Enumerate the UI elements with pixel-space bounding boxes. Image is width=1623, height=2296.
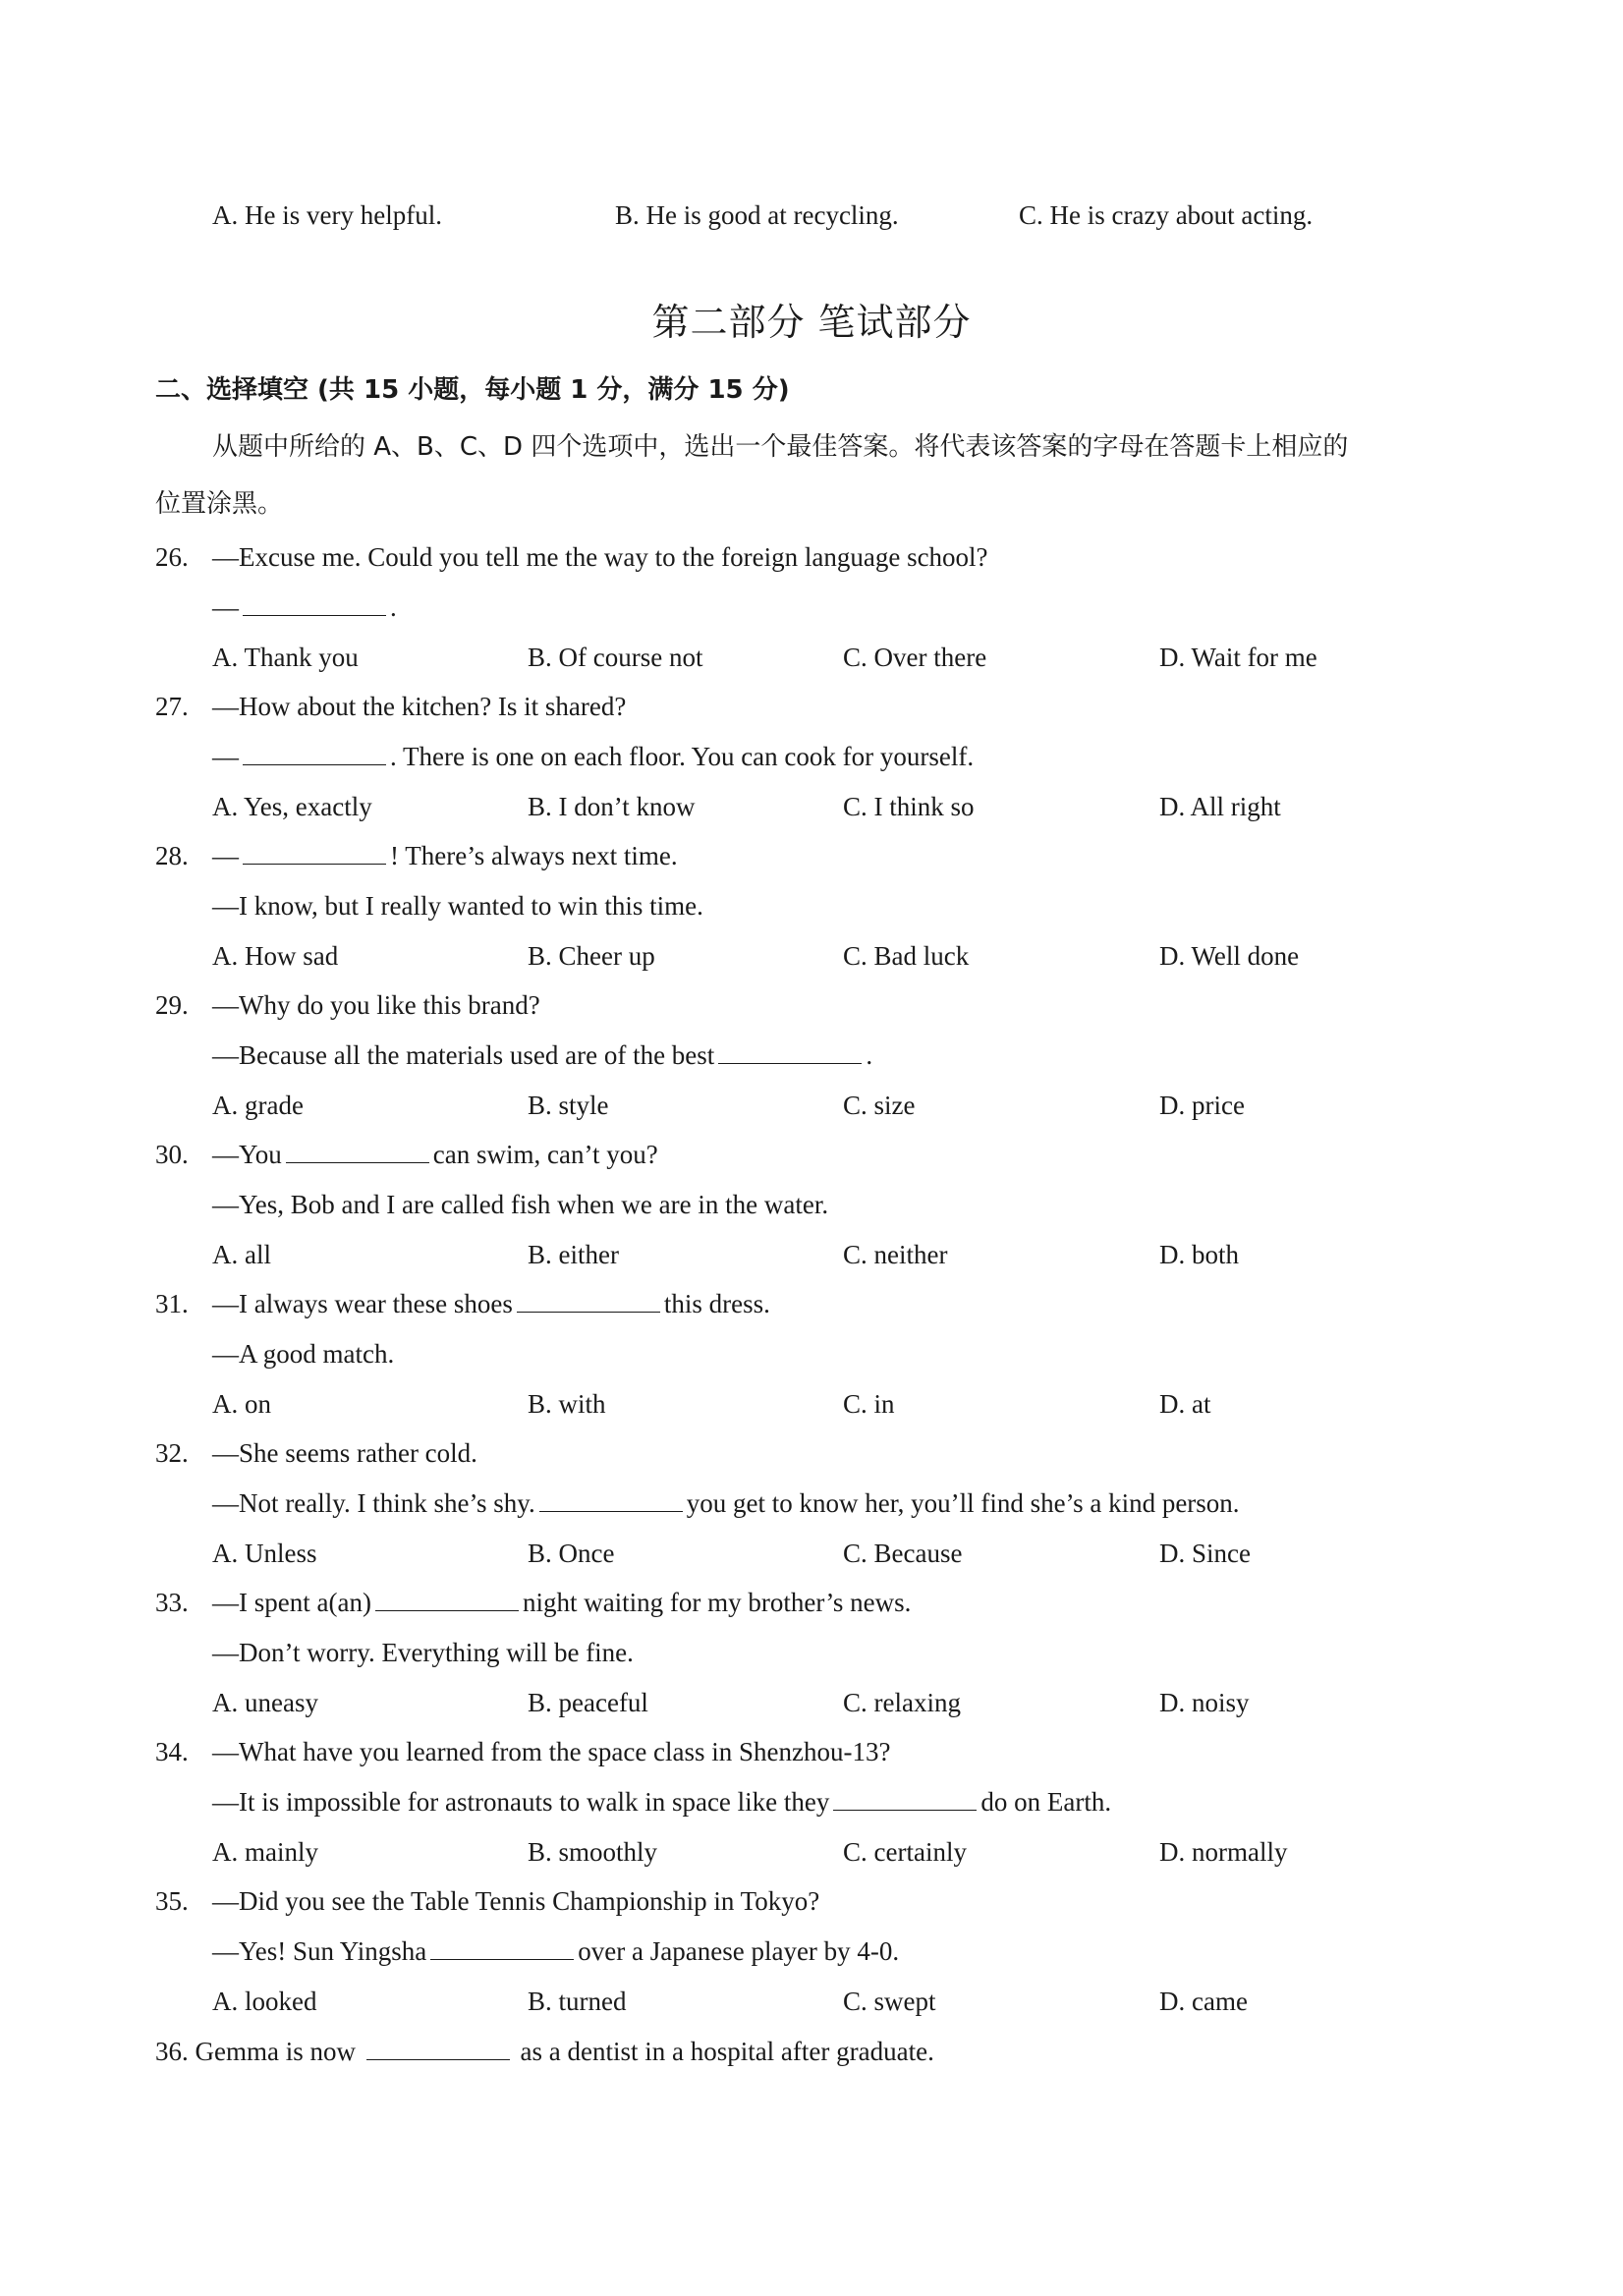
question-text-after: . [390, 592, 397, 622]
question-text-after: night waiting for my brother’s news. [522, 1588, 912, 1617]
question-number: 28. [155, 841, 189, 870]
option-a[interactable]: A. mainly [212, 1837, 318, 1867]
answer-blank[interactable] [243, 735, 386, 765]
option-b[interactable]: B. with [528, 1389, 606, 1419]
question-text: —Did you see the Table Tennis Championship in Tokyo? [212, 1886, 820, 1916]
option-c[interactable]: C. Because [843, 1539, 963, 1568]
option-a[interactable]: A. uneasy [212, 1688, 318, 1717]
previous-question-options [0, 191, 1623, 240]
option-c[interactable]: C. Bad luck [843, 941, 970, 971]
question-text-after: . There is one on each floor. You can cook for yourself. [390, 742, 975, 771]
prev-option-c: C. He is crazy about acting. [1019, 200, 1314, 230]
option-d[interactable]: D. Wait for me [1159, 643, 1317, 672]
question-text: —Because all the materials used are of the best [212, 1040, 715, 1070]
question-text: —Excuse me. Could you tell me the way to the foreign language school? [212, 542, 988, 572]
option-row [0, 1081, 1623, 1130]
option-row [0, 1230, 1623, 1279]
question-text-after: you get to know her, you’ll find she’s a kind person. [686, 1488, 1240, 1518]
option-a[interactable]: A. Yes, exactly [212, 792, 372, 821]
option-b[interactable]: B. turned [528, 1987, 627, 2016]
prev-option-b: B. He is good at recycling. [615, 200, 899, 230]
section-heading-row [0, 365, 1623, 415]
answer-blank[interactable] [833, 1780, 977, 1811]
question-number: 29. [155, 990, 189, 1020]
option-row [0, 931, 1623, 980]
question-text: — [212, 742, 239, 771]
question-text: —I always wear these shoes [212, 1289, 513, 1318]
question-text: —She seems rather cold. [212, 1438, 477, 1468]
instruction-line-1: 从题中所给的 A、B、C、D 四个选项中，选出一个最佳答案。将代表该答案的字母在答题卡上相应的 [212, 432, 1349, 462]
question-number: 30. [155, 1140, 189, 1169]
instruction-row-1 [0, 422, 1623, 472]
question-number: 26. [155, 542, 189, 572]
instruction-row-2 [0, 479, 1623, 529]
question-number: 33. [155, 1588, 189, 1617]
option-d[interactable]: D. at [1159, 1389, 1211, 1419]
option-a[interactable]: A. all [212, 1240, 271, 1269]
option-b[interactable]: B. peaceful [528, 1688, 648, 1717]
option-row [0, 633, 1623, 682]
option-d[interactable]: D. both [1159, 1240, 1239, 1269]
option-row [0, 1827, 1623, 1876]
question-text: —Not really. I think she’s shy. [212, 1488, 535, 1518]
option-row [0, 782, 1623, 831]
answer-blank[interactable] [718, 1034, 862, 1064]
option-a[interactable]: A. looked [212, 1987, 317, 2016]
answer-blank[interactable] [243, 586, 386, 616]
option-c[interactable]: C. Over there [843, 643, 987, 672]
question-text: —I spent a(an) [212, 1588, 371, 1617]
question-number: 34. [155, 1737, 189, 1766]
answer-blank[interactable] [375, 1581, 519, 1611]
question-text-after: as a dentist in a hospital after graduate. [520, 2037, 934, 2066]
question-text: — [212, 841, 239, 870]
option-d[interactable]: D. All right [1159, 792, 1281, 821]
question-text: —What have you learned from the space class in Shenzhou-13? [212, 1737, 891, 1766]
option-a[interactable]: A. grade [212, 1091, 304, 1120]
question-text: —Yes, Bob and I are called fish when we are in the water. [212, 1190, 829, 1219]
option-d[interactable]: D. price [1159, 1091, 1245, 1120]
answer-blank[interactable] [243, 834, 386, 865]
answer-blank[interactable] [517, 1282, 660, 1313]
option-row [0, 1678, 1623, 1727]
option-row [0, 1977, 1623, 2026]
option-a[interactable]: A. on [212, 1389, 271, 1419]
option-d[interactable]: D. came [1159, 1987, 1248, 2016]
question-text: —A good match. [212, 1339, 395, 1369]
option-b[interactable]: B. Of course not [528, 643, 703, 672]
option-a[interactable]: A. Unless [212, 1539, 317, 1568]
question-text-after: ! There’s always next time. [390, 841, 678, 870]
question-text-before: Gemma is now [195, 2037, 356, 2066]
option-b[interactable]: B. Cheer up [528, 941, 655, 971]
option-b[interactable]: B. Once [528, 1539, 615, 1568]
question-number: 27. [155, 692, 189, 721]
option-row [0, 1529, 1623, 1578]
option-b[interactable]: B. either [528, 1240, 619, 1269]
option-b[interactable]: B. smoothly [528, 1837, 658, 1867]
part-title: 第二部分 笔试部分 [651, 301, 972, 344]
option-b[interactable]: B. style [528, 1091, 609, 1120]
question-number: 31. [155, 1289, 189, 1318]
option-c[interactable]: C. neither [843, 1240, 948, 1269]
section-heading: 二、选择填空 (共 15 小题，每小题 1 分，满分 15 分) [155, 375, 790, 405]
question-text-after: do on Earth. [980, 1787, 1112, 1817]
option-d[interactable]: D. normally [1159, 1837, 1288, 1867]
question-number: 35. [155, 1886, 189, 1916]
question-text: —Don’t worry. Everything will be fine. [212, 1638, 634, 1667]
answer-blank[interactable] [430, 1930, 574, 1960]
question-text: —It is impossible for astronauts to walk in space like they [212, 1787, 830, 1817]
instruction-line-2: 位置涂黑。 [155, 489, 284, 519]
question-text: —How about the kitchen? Is it shared? [212, 692, 627, 721]
question-36 [0, 2027, 1623, 2076]
question-text-after: . [866, 1040, 873, 1070]
question-number: 36. [155, 2037, 189, 2066]
question-text: — [212, 592, 239, 622]
option-b[interactable]: B. I don’t know [528, 792, 696, 821]
option-d[interactable]: D. noisy [1159, 1688, 1250, 1717]
answer-blank[interactable] [286, 1133, 429, 1163]
question-text-after: this dress. [663, 1289, 770, 1318]
question-number: 32. [155, 1438, 189, 1468]
answer-blank[interactable] [539, 1482, 683, 1512]
option-c[interactable]: C. in [843, 1389, 895, 1419]
option-c[interactable]: C. I think so [843, 792, 975, 821]
prev-option-a: A. He is very helpful. [212, 200, 442, 230]
option-a[interactable]: A. How sad [212, 941, 339, 971]
option-c[interactable]: C. certainly [843, 1837, 967, 1867]
question-text: —I know, but I really wanted to win this time. [212, 891, 703, 921]
option-c[interactable]: C. size [843, 1091, 916, 1120]
option-d[interactable]: D. Since [1159, 1539, 1251, 1568]
question-text: —Why do you like this brand? [212, 990, 540, 1020]
option-c[interactable]: C. relaxing [843, 1688, 961, 1717]
option-c[interactable]: C. swept [843, 1987, 936, 2016]
option-a[interactable]: A. Thank you [212, 643, 359, 672]
question-text: —Yes! Sun Yingsha [212, 1936, 427, 1966]
question-text-after: over a Japanese player by 4-0. [578, 1936, 900, 1966]
option-row [0, 1379, 1623, 1428]
option-d[interactable]: D. Well done [1159, 941, 1300, 971]
answer-blank[interactable] [366, 2030, 510, 2060]
question-text: —You [212, 1140, 282, 1169]
question-text-after: can swim, can’t you? [432, 1140, 658, 1169]
